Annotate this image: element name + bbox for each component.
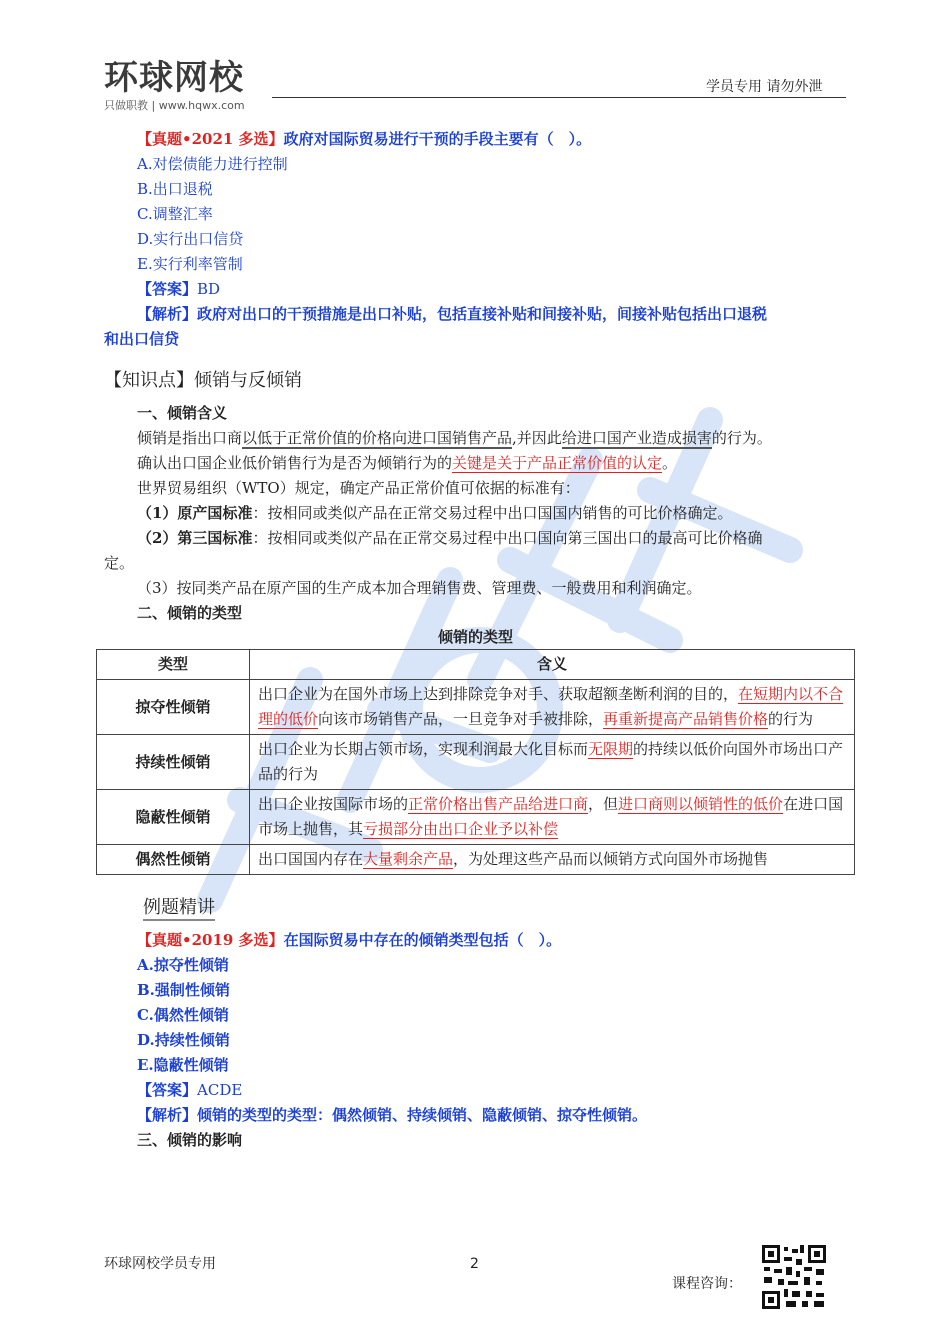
standard-1-text: ：按相同或类似产品在正常交易过程中出口国国内销售的可比价格确定。 (252, 504, 733, 522)
knowledge-point-title: 【知识点】倾销与反倾销 (104, 370, 302, 391)
definition-text-e: 的行为。 (711, 429, 772, 447)
header-right-text: 学员专用 请勿外泄 (706, 79, 823, 95)
row-type: 隐蔽性倾销 (97, 790, 250, 845)
table-header-type: 类型 (97, 650, 250, 680)
q2-option-c: C.偶然性倾销 (137, 1006, 229, 1024)
q1-option-c: C.调整汇率 (137, 205, 213, 223)
key-criterion-line (137, 451, 677, 476)
row-meaning (250, 735, 855, 790)
meaning-highlight: 无限期 (588, 740, 634, 758)
row-type: 偶然性倾销 (97, 845, 250, 875)
q2-answer-line (137, 1078, 242, 1103)
meaning-highlight: 正常价格出售产品给进口商 (408, 795, 589, 813)
q1-analysis: 政府对出口的干预措施是出口补贴，包括直接补贴和间接补贴，间接补贴包括出口退税 (197, 305, 768, 323)
meaning-text: 出口企业为长期占领市场，实现利润最大化目标而 (258, 740, 589, 758)
key-criterion-highlight: 关键是关于产品正常价值的认定 (452, 454, 663, 472)
dumping-types-table (96, 649, 855, 875)
meaning-text: 出口国国内存在 (258, 850, 364, 868)
q2-analysis-line (137, 1103, 647, 1128)
definition-line (137, 426, 772, 451)
q1-stem: 政府对国际贸易进行干预的手段主要有（ ）。 (283, 130, 592, 148)
q2-analysis-tag: 【解析】 (137, 1106, 198, 1124)
q1-option-e: E.实行利率管制 (137, 255, 243, 273)
table-row (97, 845, 855, 875)
row-type: 掠夺性倾销 (97, 680, 250, 735)
qr-code-icon (760, 1243, 828, 1311)
row-meaning (250, 790, 855, 845)
q1-analysis-tag: 【解析】 (137, 305, 198, 323)
meaning-text: ，但 (588, 795, 619, 813)
section-1-title: 一、倾销含义 (137, 404, 228, 422)
q2-option-e: E.隐蔽性倾销 (137, 1056, 229, 1074)
q1-tag: 【真题•2021 多选】 (137, 130, 284, 148)
key-criterion-end: 。 (662, 454, 678, 472)
q2-analysis: 倾销的类型的类型：偶然倾销、持续倾销、隐蔽倾销、掠夺性倾销。 (197, 1106, 648, 1124)
q1-answer-tag: 【答案】 (137, 280, 198, 298)
q2-stem-line (137, 928, 561, 953)
logo-subtitle: 只做职教 | www.hqwx.com (104, 99, 245, 112)
section-3-title: 三、倾销的影响 (137, 1131, 243, 1149)
meaning-text: 向该市场销售产品，一旦竞争对手被排除， (318, 710, 604, 728)
q2-stem: 在国际贸易中存在的倾销类型包括（ ）。 (283, 931, 562, 949)
table-row (97, 680, 855, 735)
q2-answer: ACDE (197, 1081, 243, 1099)
row-meaning (250, 680, 855, 735)
meaning-text: 出口企业按国际市场的 (258, 795, 409, 813)
meaning-highlight: 进口商则以倾销性的低价 (618, 795, 784, 813)
q2-tag: 【真题•2019 多选】 (137, 931, 284, 949)
meaning-highlight: 亏损部分由出口企业予以补偿 (363, 820, 559, 838)
definition-highlight-damage: 给进口国产业造成损害 (561, 429, 712, 447)
table-header-row (97, 650, 855, 680)
definition-highlight-price: 以低于正常价值的价格向进口国销售产品 (242, 429, 513, 447)
q2-option-d: D.持续性倾销 (137, 1031, 230, 1049)
wto-standards-intro: 世界贸易组织（WTO）规定，确定产品正常价值可依据的标准有： (137, 479, 580, 497)
standard-2-text: ：按相同或类似产品在正常交易过程中出口国向第三国出口的最高可比价格确 (252, 529, 763, 547)
q1-analysis-line (137, 302, 767, 327)
meaning-text: 的行为 (768, 710, 814, 728)
meaning-text: 的持续以低价向国外市场出口产品的行为 (258, 740, 844, 783)
key-criterion-text: 确认出口国企业低价销售行为是否为倾销行为的 (137, 454, 453, 472)
table-row (97, 790, 855, 845)
row-type: 持续性倾销 (97, 735, 250, 790)
logo-text: 环球网校 (104, 58, 244, 98)
meaning-highlight: 再重新提高产品销售价格 (603, 710, 769, 728)
consult-label: 课程咨询： (672, 1276, 742, 1292)
meaning-highlight: 大量剩余产品 (363, 850, 454, 868)
page-number: 2 (470, 1256, 479, 1272)
q2-option-a: A.掠夺性倾销 (137, 956, 229, 974)
q1-analysis-cont: 和出口信贷 (104, 330, 180, 348)
q2-option-b: B.强制性倾销 (137, 981, 230, 999)
standard-2-label: （2）第三国标准 (137, 529, 253, 547)
q1-option-b: B.出口退税 (137, 180, 213, 198)
q1-option-d: D.实行出口信贷 (137, 230, 244, 248)
section-2-title: 二、倾销的类型 (137, 604, 243, 622)
header-rule (272, 97, 846, 98)
standard-1-label: （1）原产国标准 (137, 504, 253, 522)
definition-text-c: ,并因此 (512, 429, 562, 447)
meaning-highlight: 在短期内以不合理的低价 (258, 685, 844, 728)
q1-option-a: A.对偿债能力进行控制 (137, 155, 288, 173)
q1-stem-line (137, 127, 591, 152)
meaning-text: 在进口国市场上抛售，其 (258, 795, 844, 838)
table-row (97, 735, 855, 790)
footer-left: 环球网校学员专用 (104, 1256, 216, 1272)
definition-text-a: 倾销是指出口商 (137, 429, 243, 447)
q2-answer-tag: 【答案】 (137, 1081, 198, 1099)
meaning-text: 出口企业为在国外市场上达到排除竞争对手、获取超额垄断利润的目的， (258, 685, 739, 703)
table-header-meaning: 含义 (250, 650, 855, 680)
standard-3: （3）按同类产品在原产国的生产成本加合理销售费、管理费、一般费用和利润确定。 (137, 579, 702, 597)
example-title: 例题精讲 (143, 893, 215, 921)
meaning-text: ，为处理这些产品而以倾销方式向国外市场抛售 (453, 850, 769, 868)
standard-2 (137, 526, 762, 551)
row-meaning (250, 845, 855, 875)
q1-answer-line (137, 277, 220, 302)
table-caption: 倾销的类型 (437, 628, 513, 646)
standard-1 (137, 501, 732, 526)
logo (104, 50, 245, 113)
q1-answer: BD (197, 280, 221, 298)
standard-2-cont: 定。 (104, 554, 135, 572)
